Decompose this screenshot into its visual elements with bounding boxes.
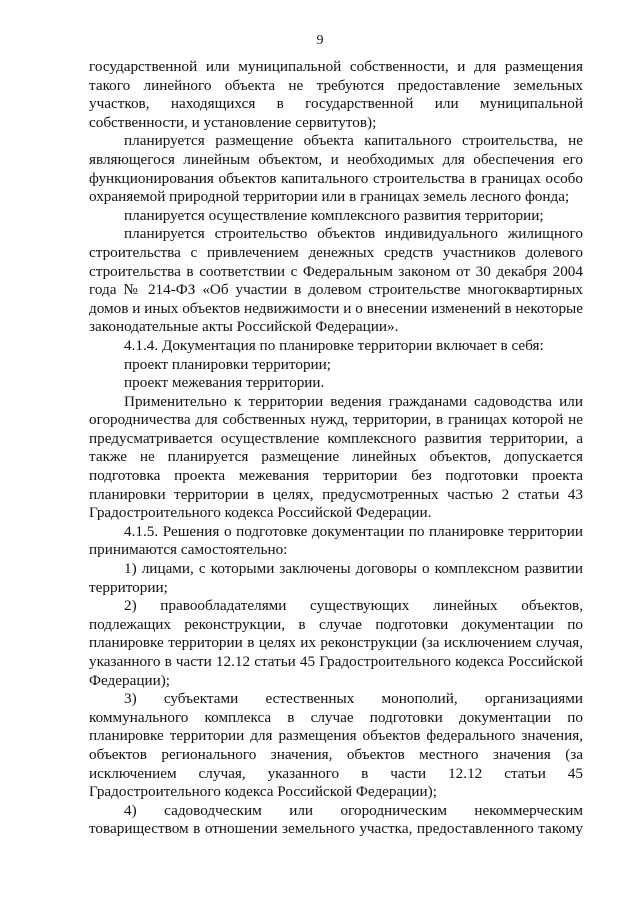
list-item-surveying-project: проект межевания территории. [124,374,325,392]
paragraph-capital-construction: планируется размещение объекта капитального строительства, не являющегося линейным объектом, и необходимых для обеспечения его функционирования объектов капитального строительства в границах особо охраняемой природной территории или в границах земель лесного фонда; [89,132,583,206]
list-item-1: 1) лицами, с которыми заключены договоры о комплексном развитии территории; [89,560,583,596]
list-item-4: 4) садоводческим или огородническим некоммерческим товариществом в отношении земельного участка, предоставленного такому [89,801,583,838]
document-body [89,58,583,839]
list-item-3: 3) субъектами естественных монополий, организациями коммунального комплекса в случае подготовки документации по планировке территории для размещения объектов федерального значения, объектов регионального значения, объектов местного значения (за исключением случая, указанного в части 12.12 статьи 45 Градостроительного кодекса Российской Федерации); [89,690,583,801]
paragraph-individual-housing: планируется строительство объектов индивидуального жилищного строительства с привлечением денежных средств участников долевого строительства в соответствии с Федеральным законом от 30 декабря 2004 года № 214-ФЗ «Об участии в долевом строительстве многоквартирных домов и иных объектов недвижимости и о внесении изменений в некоторые законодательные акты Российской Федерации». [89,225,583,336]
paragraph-ownership-continuation: государственной или муниципальной собственности, и для размещения такого линейного объекта не требуются предоставление земельных участков, находящихся в государственной или муниципальной собственности, и установление сервитутов); [89,58,583,131]
list-item-planning-project: проект планировки территории; [124,355,332,373]
paragraph-gardening-territory: Применительно к территории ведения гражданами садоводства или огородничества для собственных нужд, территории, в границах которой не предусматривается осуществление комплексного развития территории, а также не планируется размещение линейных объектов, допускается подготовка проекта межевания территории без подготовки проекта планировки территории в целях, предусмотренных частью 2 статьи 43 Градостроительного кодекса Российской Федерации. [89,392,583,522]
page-number: 9 [316,33,324,48]
paragraph-complex-development: планируется осуществление комплексного развития территории; [124,206,544,224]
list-item-2: 2) правообладателями существующих линейных объектов, подлежащих реконструкции, в случае подготовки документации по планировке территории в целях их реконструкции (за исключением случая, указанного в части 12.12 статьи 45 Градостроительного кодекса Российской Федерации); [89,597,583,689]
paragraph-section-4-1-5: 4.1.5. Решения о подготовке документации по планировке территории принимаются самостоятельно: [89,522,583,559]
paragraph-section-4-1-4: 4.1.4. Документация по планировке территории включает в себя: [124,336,544,354]
